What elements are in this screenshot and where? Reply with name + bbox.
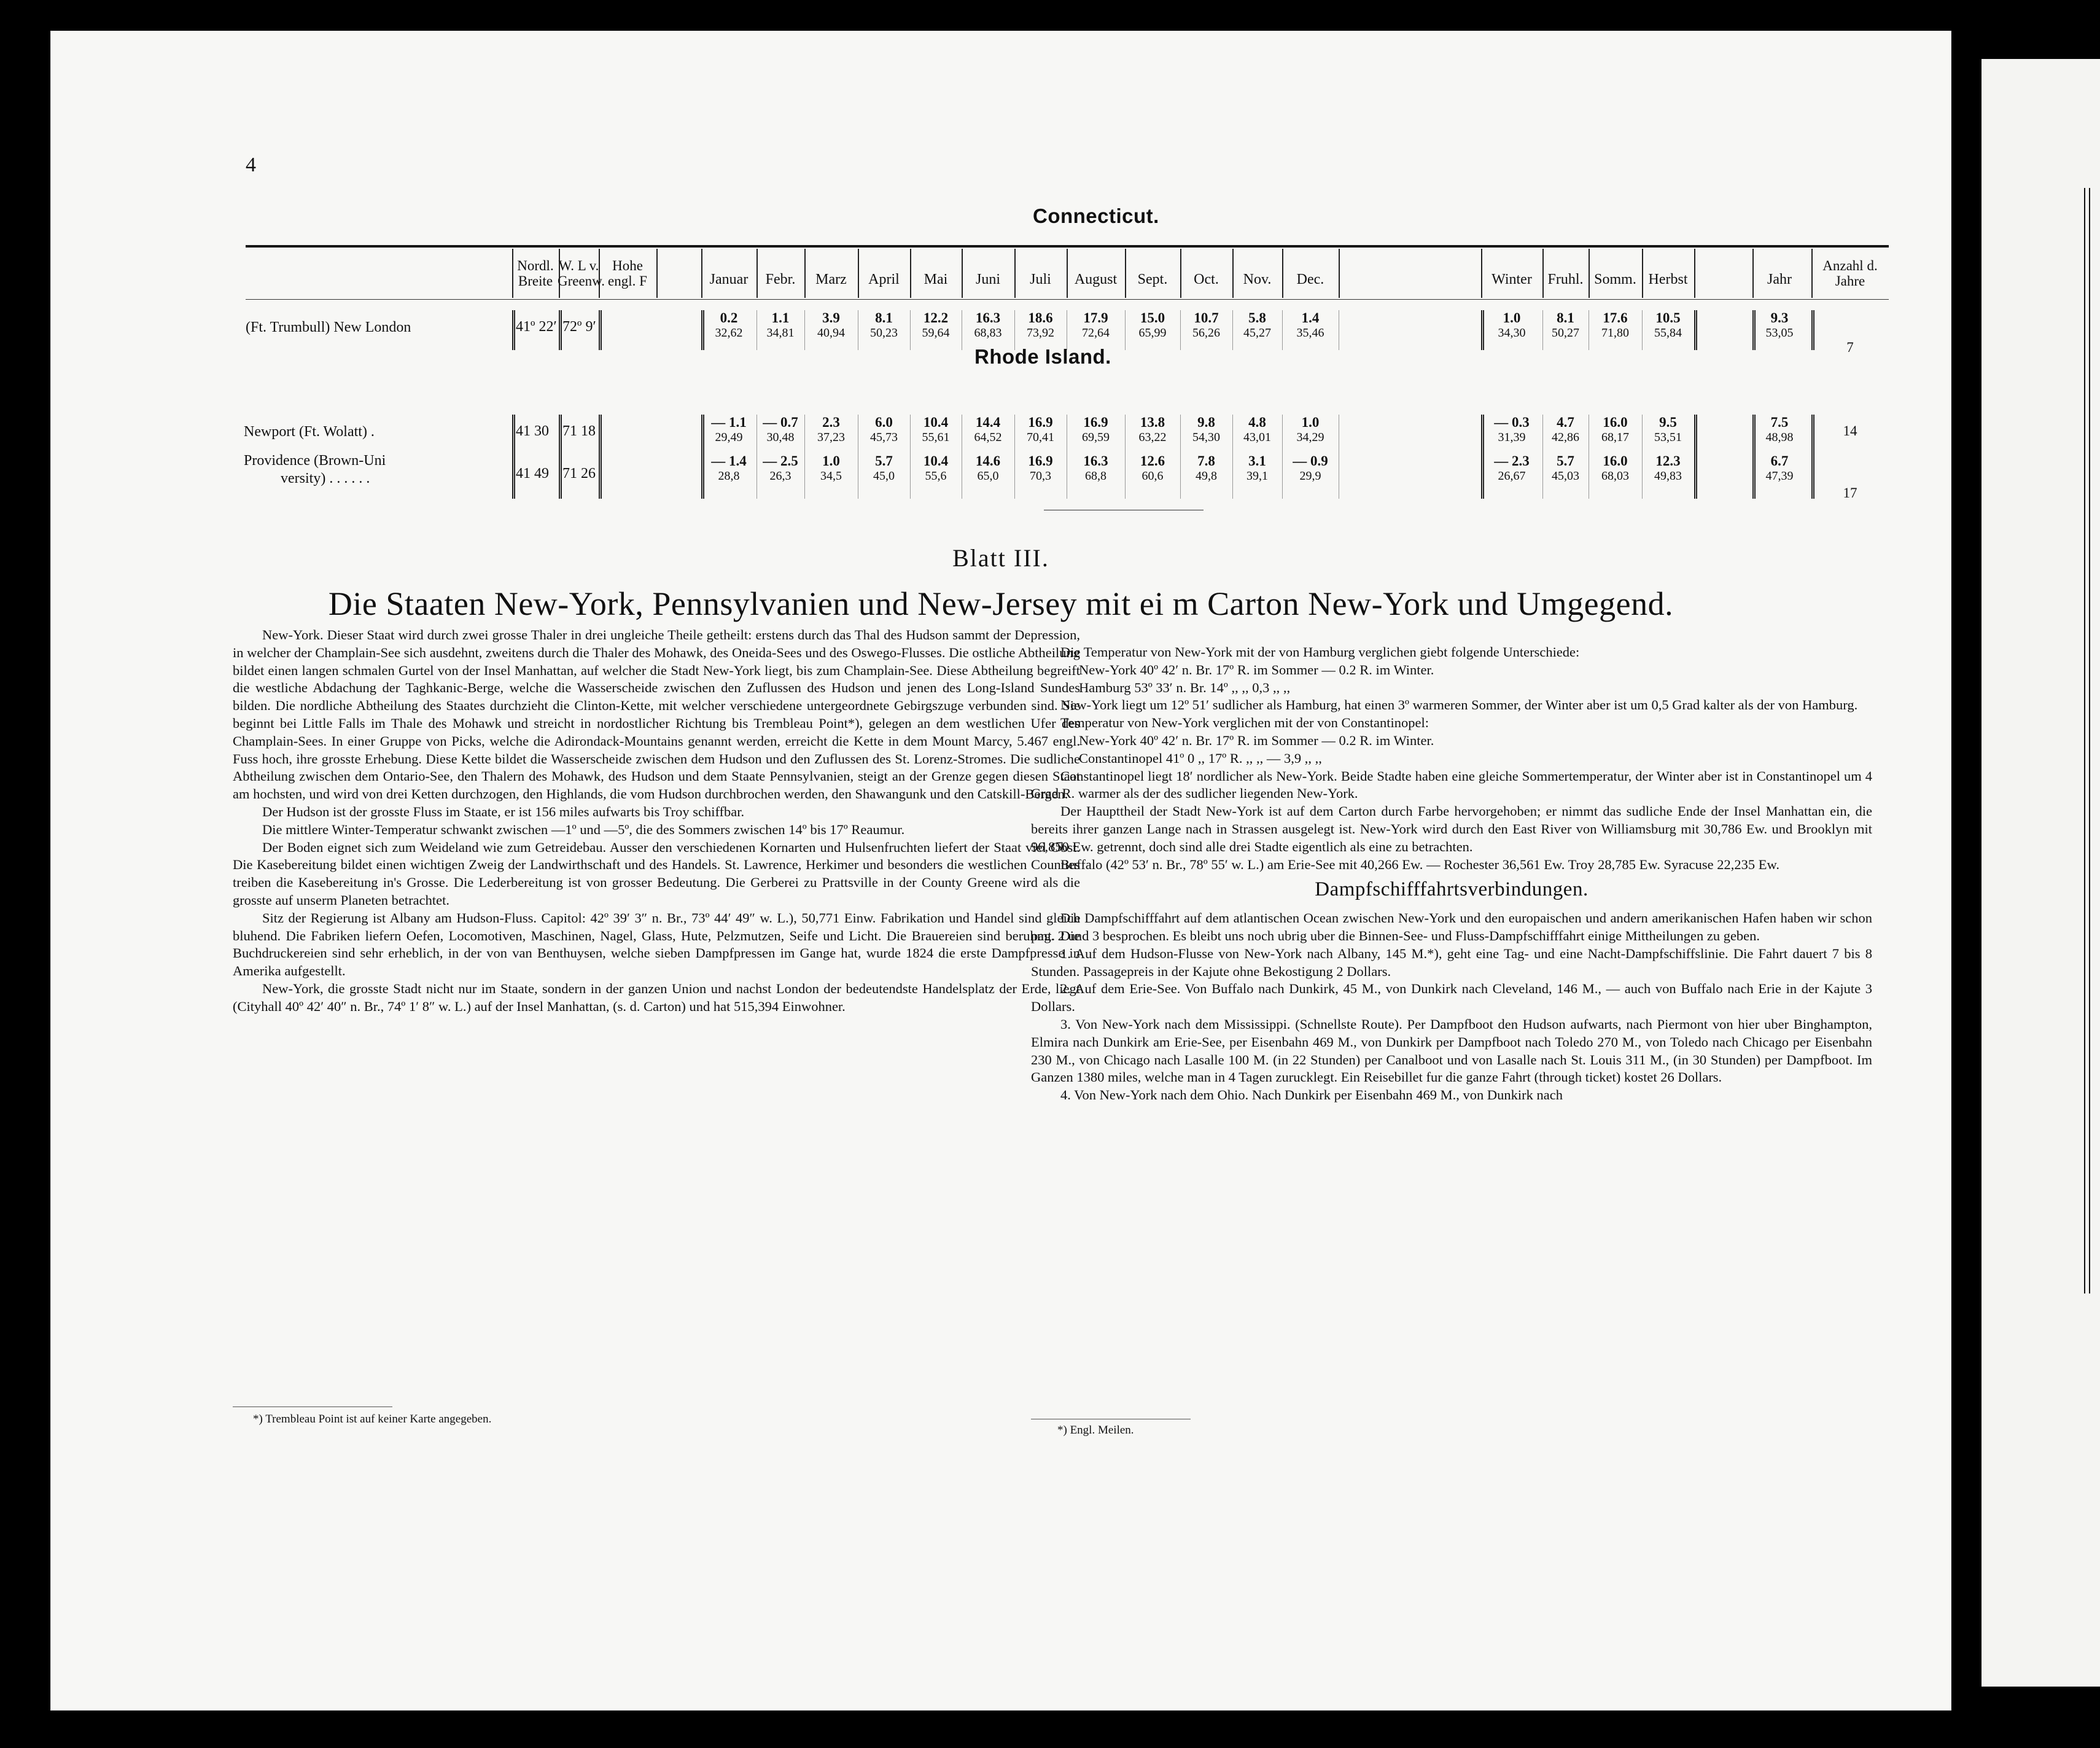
column-rule <box>1642 249 1643 298</box>
column-rule <box>1694 249 1695 298</box>
column-rule <box>559 249 560 298</box>
column-rule <box>599 310 602 350</box>
column-header: Anzahl d. Jahre <box>1822 258 1878 289</box>
table-top-rule <box>246 245 1889 248</box>
section-heading-connecticut: Connecticut. <box>1033 205 1159 227</box>
paragraph: 2. Auf dem Erie-See. Von Buffalo nach Dunkirk, 45 M., von Dunkirk nach Cleveland, 146 M., — auch von Buffalo nach Erie in der Kajute 3 Dollars. <box>1031 981 1872 1015</box>
temp-reaumur: — 0.7 <box>763 415 798 430</box>
temp-fahrenheit: 59,64 <box>922 326 950 340</box>
column-rule <box>1067 249 1068 298</box>
column-rule <box>756 249 758 298</box>
temp-reaumur: 4.8 <box>1248 415 1266 430</box>
temp-fahrenheit: 50,23 <box>870 326 898 340</box>
value-cell <box>858 310 910 340</box>
scanned-page <box>50 31 1951 1711</box>
temp-reaumur: 10.4 <box>923 453 949 469</box>
paragraph: New-York 40º 42′ n. Br. 17º R. im Sommer — 0.2 R. im Winter. <box>1079 732 1434 748</box>
value-cell <box>1014 453 1067 483</box>
footnote: *) Trembleau Point ist auf keiner Karte angegeben. <box>253 1413 492 1426</box>
temp-reaumur: 7.8 <box>1197 453 1215 469</box>
paragraph: Die mittlere Winter-Temperatur schwankt zwischen —1º und —5º, die des Sommers zwischen 14º bis 17º Reaumur. <box>262 821 905 837</box>
temp-fahrenheit: 26,67 <box>1498 469 1526 483</box>
paragraph: Die Dampfschifffahrt auf dem atlantischen Ocean zwischen New-York und den europaischen und andern amerikanischen Hafen haben wir schon pag. 2 und 3 besprochen. Es bleibt uns noch ubrig uber die Binnen-See- und Fluss-Dampfschifffahrt einige Mittheilungen zu geben. <box>1031 910 1872 943</box>
temp-fahrenheit: 28,8 <box>718 469 740 483</box>
temp-fahrenheit: 34,30 <box>1498 326 1526 340</box>
value-cell <box>1014 310 1067 340</box>
temp-reaumur: 18.6 <box>1028 310 1053 326</box>
value-cell <box>1642 310 1694 340</box>
column-rule <box>1180 415 1181 499</box>
value-cell <box>962 453 1014 483</box>
column-rule <box>804 310 805 350</box>
temp-reaumur: 0.2 <box>720 310 738 326</box>
temp-fahrenheit: 47,39 <box>1765 469 1794 483</box>
temp-reaumur: 5.8 <box>1248 310 1266 326</box>
table-header-rule <box>246 299 1889 300</box>
temp-reaumur: 4.7 <box>1557 415 1574 430</box>
temp-reaumur: 1.0 <box>1301 415 1320 430</box>
temp-reaumur: 17.9 <box>1083 310 1108 326</box>
temp-reaumur: 8.1 <box>875 310 893 326</box>
column-header: Herbst <box>1648 271 1688 287</box>
column-rule <box>1232 249 1234 298</box>
coordinate-cell: 41 49 <box>516 466 549 482</box>
temp-reaumur: 15.0 <box>1140 310 1165 326</box>
page-edge-rule <box>2084 188 2090 1293</box>
column-header: August <box>1074 271 1118 287</box>
column-header: April <box>868 271 900 287</box>
column-header: Febr. <box>765 271 796 287</box>
value-cell <box>1232 453 1282 483</box>
value-cell <box>1752 310 1806 340</box>
column-rule <box>512 249 513 298</box>
temp-fahrenheit: 34,5 <box>820 469 842 483</box>
column-rule <box>1642 310 1643 350</box>
value-cell <box>1232 310 1282 340</box>
column-header: Fruhl. <box>1547 271 1584 287</box>
coordinate-cell: 71 18 <box>562 423 596 439</box>
column-rule <box>512 310 515 350</box>
column-rule <box>1481 415 1484 499</box>
column-rule <box>1811 415 1814 499</box>
column-rule <box>1752 415 1756 499</box>
temp-fahrenheit: 34,29 <box>1296 431 1324 445</box>
temp-fahrenheit: 72,64 <box>1082 326 1110 340</box>
paragraph: Buffalo (42º 53′ n. Br., 78º 55′ w. L.) am Erie-See mit 40,266 Ew. — Rochester 36,561 Ew. Troy 28,785 Ew. Syracuse 22,235 Ew. <box>1060 856 1779 872</box>
coordinate-cell: 71 26 <box>562 466 596 482</box>
row-label-line: Providence (Brown-Uni <box>244 453 386 469</box>
paragraph: Der Hudson ist der grosste Fluss im Staate, er ist 156 miles aufwarts bis Troy schiffbar. <box>262 803 745 819</box>
temp-fahrenheit: 53,05 <box>1765 326 1794 340</box>
value-cell <box>1282 310 1339 340</box>
column-header: Nov. <box>1243 271 1272 287</box>
row-label <box>244 452 386 488</box>
column-header: Januar <box>709 271 749 287</box>
value-cell <box>1589 310 1642 340</box>
value-cell <box>1589 453 1642 483</box>
temp-fahrenheit: 45,0 <box>873 469 895 483</box>
column-rule <box>1014 415 1015 499</box>
coordinate-cell: 41 30 <box>516 423 549 439</box>
column-rule <box>1282 310 1283 350</box>
column-header: Nordl. Breite <box>517 258 554 289</box>
column-rule <box>559 415 562 499</box>
temp-fahrenheit: 30,48 <box>766 431 795 445</box>
temp-fahrenheit: 68,8 <box>1085 469 1106 483</box>
column-rule <box>1542 415 1543 499</box>
temp-reaumur: 14.6 <box>975 453 1001 469</box>
temp-fahrenheit: 32,62 <box>715 326 743 340</box>
value-cell <box>858 453 910 483</box>
value-cell <box>1067 453 1125 483</box>
value-cell <box>701 310 756 340</box>
value-cell <box>756 453 804 483</box>
column-rule <box>512 415 515 499</box>
value-cell <box>1752 415 1806 445</box>
column-rule <box>1282 249 1283 298</box>
paragraph: Der Boden eignet sich zum Weideland wie zum Getreidebau. Ausser den verschiedenen Kornarten und Hulsenfruchten liefert der Staat viel Obst. Die Kasebereitung bildet einen wichtigen Zweig der Landwirthschaft und des Handels. St. Lawrence, Herkimer und besonders die westlichen Counties treiben die Kasebereitung in's Grosse. Die Lederbereitung ist von grosser Bedeutung. Die Gerberei zu Prattsville in der County Greene wird als die grosste auf unserm Planeten betrachtet. <box>233 839 1080 908</box>
row-label: (Ft. Trumbull) New London <box>246 319 411 335</box>
temp-fahrenheit: 65,0 <box>977 469 999 483</box>
value-cell <box>962 415 1014 445</box>
temp-fahrenheit: 68,83 <box>974 326 1002 340</box>
temp-reaumur: 5.7 <box>1557 453 1574 469</box>
temp-reaumur: 12.6 <box>1140 453 1165 469</box>
column-rule <box>701 415 704 499</box>
paragraph: Constantinopel 41º 0 ,, 17º R. ,, ,, — 3,9 ,, ,, <box>1079 750 1322 766</box>
value-cell <box>1642 415 1694 445</box>
temp-reaumur: 9.3 <box>1770 310 1789 326</box>
column-rule <box>599 415 602 499</box>
left-text-column <box>233 626 1080 1016</box>
column-rule <box>1481 249 1482 298</box>
temp-reaumur: — 2.3 <box>1494 453 1530 469</box>
temp-reaumur: 7.5 <box>1770 415 1789 430</box>
paragraph: 3. Von New-York nach dem Mississippi. (Schnellste Route). Per Dampfboot den Hudson aufwarts, nach Piermont von hier uber Binghampton, Elmira nach Dunkirk am Erie-See, per Eisenbahn 469 M., von Dunkirk per Dampfboot nach Toledo 270 M., von Toledo nach Chicago per Eisenbahn 230 M., von Chicago nach Lasalle 100 M. (in 22 Stunden) per Canalboot und von Lasalle nach St. Louis 311 M., (in 30 Stunden) per Dampfboot. Im Ganzen 1380 miles, welche man in 4 Tagen zurucklegt. Ein Reisebillet fur die ganze Fahrt (through ticket) kostet 26 Dollars. <box>1031 1016 1872 1085</box>
column-rule <box>1339 249 1340 298</box>
column-rule <box>1642 415 1643 499</box>
column-rule <box>804 415 805 499</box>
temp-reaumur: 9.8 <box>1197 415 1215 430</box>
paragraph: Constantinopel liegt 18′ nordlicher als New-York. Beide Stadte haben eine gleiche Sommertemperatur, der Winter aber ist in Constantinopel um 4 Grad R. warmer als der des sudlicher liegenden New-York. <box>1031 768 1872 802</box>
column-rule <box>1542 249 1544 298</box>
temp-reaumur: — 2.5 <box>763 453 798 469</box>
temp-reaumur: 1.0 <box>822 453 840 469</box>
temp-reaumur: 2.3 <box>822 415 840 430</box>
column-rule <box>1232 310 1233 350</box>
temp-reaumur: 16.3 <box>975 310 1001 326</box>
column-rule <box>910 415 911 499</box>
column-header: W. L v. Greenw. <box>558 258 605 289</box>
temp-fahrenheit: 70,3 <box>1030 469 1051 483</box>
temp-fahrenheit: 54,30 <box>1192 431 1220 445</box>
value-cell <box>1542 310 1589 340</box>
temp-reaumur: — 1.4 <box>711 453 747 469</box>
subheading: Dampfschifffahrtsverbindungen. <box>1315 878 1589 901</box>
temp-fahrenheit: 49,83 <box>1654 469 1682 483</box>
temp-fahrenheit: 34,81 <box>766 326 795 340</box>
temp-fahrenheit: 26,3 <box>769 469 791 483</box>
value-cell <box>1180 453 1232 483</box>
value-cell <box>962 310 1014 340</box>
paragraph: 1. Auf dem Hudson-Flusse von New-York nach Albany, 145 M.*), geht eine Tag- und eine Nacht-Dampfschiffslinie. Die Fahrt dauert 7 bis 8 Stunden. Passagepreis in der Kajute ohne Bekostigung 2 Dollars. <box>1031 945 1872 979</box>
temp-reaumur: 1.4 <box>1301 310 1320 326</box>
column-rule <box>804 249 806 298</box>
column-rule <box>1232 415 1233 499</box>
temp-reaumur: 16.0 <box>1603 453 1628 469</box>
page-number: 4 <box>246 154 256 176</box>
temp-reaumur: 8.1 <box>1557 310 1574 326</box>
paragraph: Hamburg 53º 33′ n. Br. 14º ,, ,, 0,3 ,, ,, <box>1079 679 1291 695</box>
column-rule <box>1014 249 1016 298</box>
row-label: Newport (Ft. Wolatt) . <box>244 424 375 440</box>
temp-reaumur: 13.8 <box>1140 415 1165 430</box>
temp-fahrenheit: 43,01 <box>1243 431 1271 445</box>
column-rule <box>1481 310 1484 350</box>
paragraph: Temperatur von New-York verglichen mit der von Constantinopel: <box>1060 715 1429 731</box>
paragraph: Der Haupttheil der Stadt New-York ist auf dem Carton durch Farbe hervorgehoben; er nimmt das sudliche Ende der Insel Manhattan ein, die bereits ihrer ganzen Lange nach in Strassen ausgelegt ist. New-York wird durch den East River von Williamsburg mit 30,786 Ew. und Brooklyn mit 96,850 Ew. getrennt, doch sind alle drei Stadte eigentlich als eine zu betrachten. <box>1031 803 1872 854</box>
section-heading-rhode-island: Rhode Island. <box>974 345 1111 368</box>
column-rule <box>858 249 859 298</box>
temp-fahrenheit: 60,6 <box>1141 469 1164 483</box>
temp-fahrenheit: 37,23 <box>817 431 845 445</box>
temp-fahrenheit: 69,59 <box>1082 431 1110 445</box>
temp-reaumur: 1.0 <box>1503 310 1521 326</box>
temp-fahrenheit: 68,17 <box>1601 431 1629 445</box>
value-cell <box>1067 310 1125 340</box>
temp-fahrenheit: 53,51 <box>1654 431 1682 445</box>
temp-reaumur: 3.1 <box>1248 453 1266 469</box>
value-cell <box>1481 310 1542 340</box>
value-cell <box>1282 453 1339 483</box>
value-cell <box>701 415 756 445</box>
temp-reaumur: 10.4 <box>923 415 949 430</box>
column-rule <box>559 310 562 350</box>
temp-fahrenheit: 63,22 <box>1138 431 1167 445</box>
value-cell <box>1232 415 1282 445</box>
years-count: 14 <box>1843 423 1857 439</box>
temp-reaumur: 12.3 <box>1655 453 1681 469</box>
paragraph: New-York, die grosste Stadt nicht nur im Staate, sondern in der ganzen Union und nachst London der bedeutendste Handelsplatz der Erde, liegt (Cityhall 40º 42′ 40″ n. Br., 74º 1′ 8″ w. L.) auf der Insel Manhattan, (s. d. Carton) und hat 515,394 Einwohner. <box>233 980 1080 1014</box>
column-header: Winter <box>1491 271 1532 287</box>
value-cell <box>1542 415 1589 445</box>
temp-fahrenheit: 42,86 <box>1552 431 1579 445</box>
paragraph: Sitz der Regierung ist Albany am Hudson-Fluss. Capitol: 42º 39′ 3″ n. Br., 73º 44′ 49″ w. L.), 50,771 Einw. Fabrikation und Handel sind gleich bluhend. Die Fabriken liefern Oefen, Locomotiven, Maschinen, Nagel, Glass, Hute, Pelzmutzen, Seife und Licht. Die Brauereien sind beruhmt. Die Buchdruckereien sind sehr erheblich, in der von van Benthuysen, welche sieben Dampfpressen im Gange hat, wurde 1824 die erste Dampfpresse in Amerika aufgestellt. <box>233 910 1080 979</box>
temp-fahrenheit: 49,8 <box>1196 469 1217 483</box>
footnote: *) Engl. Meilen. <box>1057 1424 1134 1437</box>
temp-reaumur: 17.6 <box>1603 310 1628 326</box>
temp-fahrenheit: 35,46 <box>1296 326 1324 340</box>
column-rule <box>1752 249 1754 298</box>
column-rule <box>1282 415 1283 499</box>
column-rule <box>1694 415 1697 499</box>
temp-reaumur: 16.9 <box>1028 453 1053 469</box>
paragraph: New-York. Dieser Staat wird durch zwei grosse Thaler in drei ungleiche Theile getheilt: erstens durch das Thal des Hudson sammt der Depression, in welcher der Champlain-See sich ausdehnt, zweitens durch die Thaler des Mohawk, des Oneida-Sees und des Oswego-Flusses. Die ostliche Abtheilung bildet einen langen schmalen Gurtel von der Insel Manhattan, auf welcher die Stadt New-York liegt, bis zum Champlain-See. Diese Abtheilung begreift die westliche Abdachung der Taghkanic-Berge, welche die Wasserscheide zwischen den Zuflussen des Hudson und jenen des Long-Island Sundes bilden. Die nordliche Abtheilung des Staates durchzieht die Clinton-Kette, mit welcher verschiedene untergeordnete Gebirgszuge verbunden sind. Sie beginnt bei Little Falls im Thale des Mohawk und streicht in nordostlicher Richtung bis Trembleau Point*), gelegen an dem westlichen Ufer des Champlain-Sees. In einer Gruppe von Picks, welche die Adirondack-Mountains genannt werden, erreicht die Kette in dem Mount Marcy, 5.467 engl. Fuss hoch, ihre grosste Erhebung. Diese Kette bildet die Wasserscheide zwischen dem Hudson und den Zuflussen des St. Lorenz-Stromes. Die sudliche Abtheilung zwischen dem Ontario-See, den Thalern des Mohawk, des Hudson und dem Staate Pennsylvanien, steigt an der Grenze gegen diesen Staat am hochsten, und wird von drei Ketten durchzogen, den Highlands, die vom Hudson durchbrochen werden, den Shawangunk und den Catskill-Bergen. <box>233 627 1080 802</box>
temp-reaumur: — 0.9 <box>1293 453 1328 469</box>
temp-reaumur: — 0.3 <box>1494 415 1530 430</box>
column-header: Mai <box>924 271 948 287</box>
temp-reaumur: — 1.1 <box>711 415 747 430</box>
value-cell <box>804 310 858 340</box>
value-cell <box>1589 415 1642 445</box>
value-cell <box>1180 415 1232 445</box>
temp-fahrenheit: 29,49 <box>715 431 743 445</box>
temp-fahrenheit: 71,80 <box>1601 326 1629 340</box>
temp-fahrenheit: 55,61 <box>922 431 950 445</box>
value-cell <box>1125 415 1180 445</box>
coordinate-cell: 41º 22′ <box>516 319 557 335</box>
value-cell <box>1125 453 1180 483</box>
value-cell <box>1067 415 1125 445</box>
column-header: Marz <box>815 271 847 287</box>
temp-fahrenheit: 50,27 <box>1552 326 1579 340</box>
temp-reaumur: 16.9 <box>1028 415 1053 430</box>
column-rule <box>1125 310 1126 350</box>
paragraph: New-York liegt um 12º 51′ sudlicher als Hamburg, hat einen 3º warmeren Sommer, der Winter aber ist um 0,5 Grad kalter als der von Hamburg. <box>1060 697 1858 713</box>
temp-reaumur: 5.7 <box>875 453 893 469</box>
temp-fahrenheit: 45,27 <box>1243 326 1271 340</box>
temp-fahrenheit: 48,98 <box>1765 431 1794 445</box>
value-cell <box>1125 310 1180 340</box>
paragraph: Die Temperatur von New-York mit der von Hamburg verglichen giebt folgende Unterschiede: <box>1060 644 1580 660</box>
temp-fahrenheit: 64,52 <box>974 431 1002 445</box>
temp-fahrenheit: 31,39 <box>1498 431 1526 445</box>
temp-reaumur: 3.9 <box>822 310 840 326</box>
temp-fahrenheit: 56,26 <box>1192 326 1220 340</box>
column-rule <box>1752 310 1756 350</box>
temp-fahrenheit: 39,1 <box>1246 469 1268 483</box>
column-rule <box>1811 310 1814 350</box>
column-rule <box>910 310 911 350</box>
temp-fahrenheit: 68,03 <box>1601 469 1629 483</box>
column-rule <box>1014 310 1015 350</box>
column-header: Oct. <box>1194 271 1219 287</box>
column-rule <box>701 310 704 350</box>
column-rule <box>701 249 702 298</box>
column-rule <box>1694 310 1697 350</box>
value-cell <box>804 453 858 483</box>
column-rule <box>599 249 600 298</box>
value-cell <box>1180 310 1232 340</box>
value-cell <box>1481 453 1542 483</box>
column-rule <box>1180 310 1181 350</box>
temp-fahrenheit: 73,92 <box>1027 326 1054 340</box>
temp-reaumur: 10.5 <box>1655 310 1681 326</box>
right-text-column <box>1031 644 1872 1104</box>
value-cell <box>804 415 858 445</box>
temp-reaumur: 16.9 <box>1083 415 1108 430</box>
value-cell <box>858 415 910 445</box>
column-rule <box>1125 415 1126 499</box>
row-label-line: versity) . . . . . . <box>281 470 370 487</box>
temp-fahrenheit: 29,9 <box>1299 469 1321 483</box>
column-rule <box>756 310 757 350</box>
temp-fahrenheit: 45,03 <box>1552 469 1579 483</box>
value-cell <box>1542 453 1589 483</box>
temp-reaumur: 6.7 <box>1770 453 1789 469</box>
column-rule <box>1125 249 1126 298</box>
years-count: 17 <box>1843 485 1857 501</box>
adjacent-page-edge <box>1981 59 2100 1687</box>
temp-fahrenheit: 40,94 <box>817 326 845 340</box>
temp-reaumur: 16.3 <box>1083 453 1108 469</box>
column-header: Juni <box>975 271 1000 287</box>
temp-reaumur: 12.2 <box>923 310 949 326</box>
temp-fahrenheit: 55,6 <box>925 469 947 483</box>
column-header: Jahr <box>1767 271 1792 287</box>
paragraph: 4. Von New-York nach dem Ohio. Nach Dunkirk per Eisenbahn 469 M., von Dunkirk nach <box>1060 1087 1563 1103</box>
value-cell <box>910 310 962 340</box>
column-header: Hohe engl. F <box>608 258 647 289</box>
value-cell <box>1642 453 1694 483</box>
temp-fahrenheit: 45,73 <box>870 431 898 445</box>
temp-fahrenheit: 65,99 <box>1138 326 1167 340</box>
column-rule <box>1589 249 1590 298</box>
column-rule <box>910 249 911 298</box>
value-cell <box>1481 415 1542 445</box>
blatt-label: Blatt III. <box>952 544 1049 572</box>
value-cell <box>756 310 804 340</box>
column-header: Dec. <box>1296 271 1324 287</box>
column-rule <box>1542 310 1543 350</box>
column-header: Juli <box>1030 271 1051 287</box>
column-rule <box>1811 249 1813 298</box>
value-cell <box>756 415 804 445</box>
temp-reaumur: 6.0 <box>875 415 893 430</box>
temp-reaumur: 9.5 <box>1659 415 1677 430</box>
value-cell <box>910 415 962 445</box>
column-rule <box>756 415 757 499</box>
column-rule <box>656 249 658 298</box>
column-rule <box>962 249 963 298</box>
temp-reaumur: 16.0 <box>1603 415 1628 430</box>
temp-reaumur: 10.7 <box>1194 310 1219 326</box>
temp-fahrenheit: 55,84 <box>1654 326 1682 340</box>
years-count: 7 <box>1846 340 1854 355</box>
temp-fahrenheit: 70,41 <box>1027 431 1054 445</box>
column-rule <box>1180 249 1181 298</box>
temp-reaumur: 14.4 <box>975 415 1001 430</box>
column-header: Somm. <box>1594 271 1636 287</box>
column-header: Sept. <box>1137 271 1168 287</box>
coordinate-cell: 72º 9′ <box>562 319 596 335</box>
value-cell <box>1282 415 1339 445</box>
page-title: Die Staaten New-York, Pennsylvanien und New-Jersey mit ei m Carton New-York und Umgegend. <box>328 585 1674 622</box>
value-cell <box>910 453 962 483</box>
value-cell <box>1014 415 1067 445</box>
paragraph: New-York 40º 42′ n. Br. 17º R. im Sommer — 0.2 R. im Winter. <box>1079 661 1434 677</box>
value-cell <box>1752 453 1806 483</box>
temp-reaumur: 1.1 <box>771 310 790 326</box>
value-cell <box>701 453 756 483</box>
